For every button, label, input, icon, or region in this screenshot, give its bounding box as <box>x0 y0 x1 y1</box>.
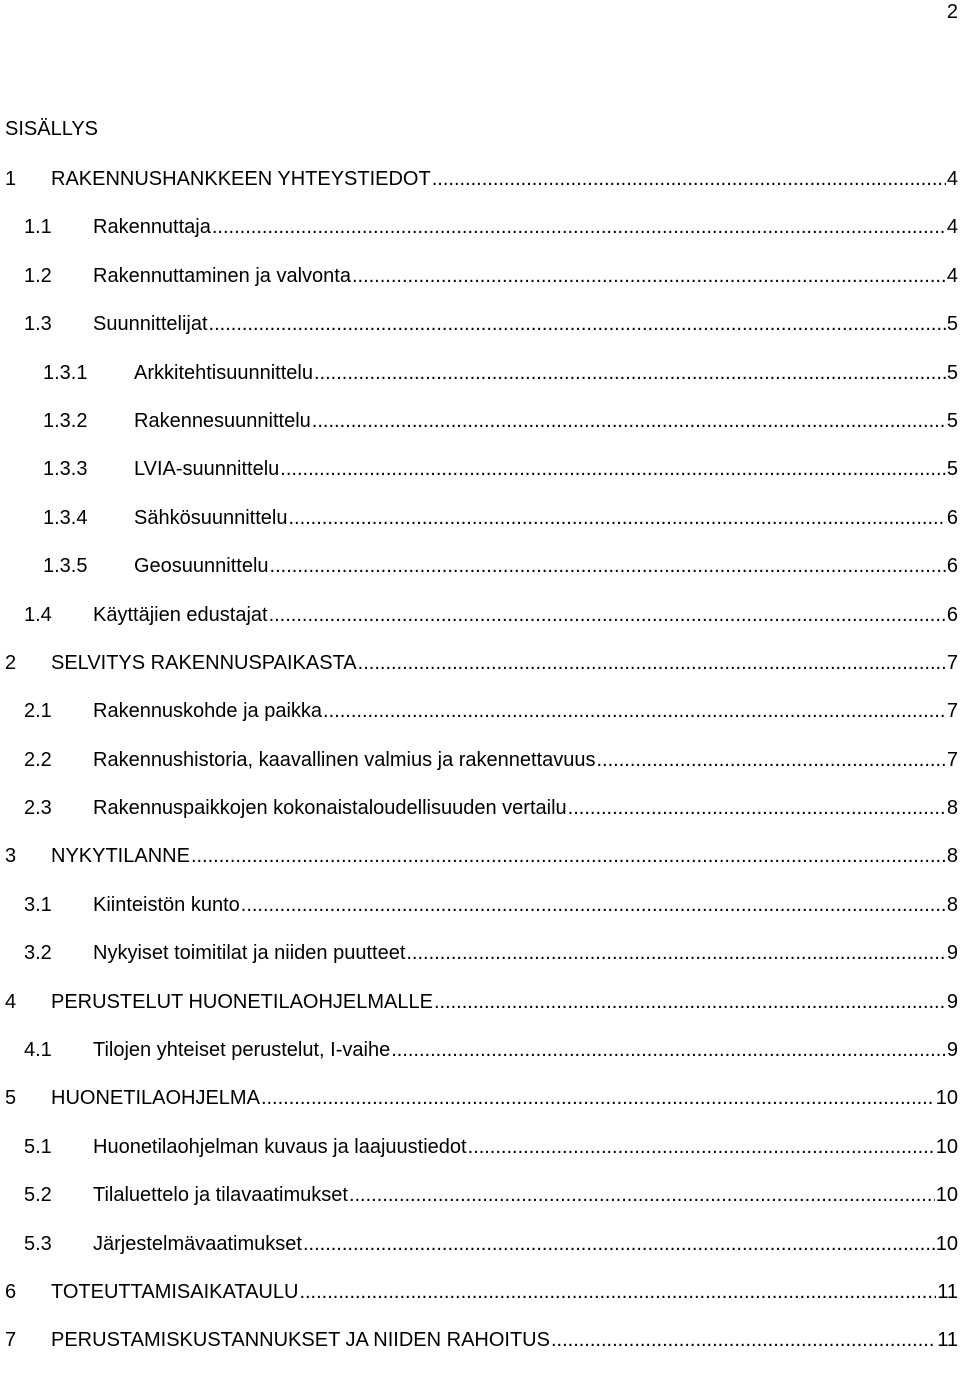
toc-entry-page[interactable]: 9 <box>946 990 958 1013</box>
toc-entry-page[interactable]: 5 <box>946 313 958 336</box>
toc-entry-page[interactable]: 8 <box>946 845 958 868</box>
toc-dot-leader <box>314 360 946 386</box>
toc-entry-number: 1 <box>5 168 17 190</box>
toc-dot-leader <box>191 843 946 869</box>
toc-entry-line[interactable] <box>24 698 958 724</box>
toc-entry-number: 5.2 <box>24 1184 52 1207</box>
toc-entry-line[interactable] <box>24 311 958 337</box>
toc-entry[interactable] <box>0 456 960 504</box>
toc-entry[interactable] <box>0 989 960 1037</box>
toc-entry-line[interactable] <box>24 892 958 918</box>
toc-entry-number: 4.1 <box>24 1039 52 1062</box>
toc-entry-number: 1.3.5 <box>43 555 88 578</box>
toc-dot-leader <box>349 1182 935 1208</box>
toc-entry-title[interactable]: Suunnittelijat <box>93 313 208 336</box>
toc-entry-page[interactable]: 5 <box>946 409 958 432</box>
toc-dot-leader <box>432 166 946 192</box>
toc-entry-page[interactable]: 10 <box>935 1135 958 1158</box>
toc-entry-number: 6 <box>5 1280 17 1303</box>
toc-entry-line[interactable] <box>5 1279 958 1305</box>
toc-entry-title[interactable]: Rakennesuunnittelu <box>134 409 311 432</box>
toc-entry-title[interactable]: RAKENNUSHANKKEEN YHTEYSTIEDOT <box>51 168 431 190</box>
toc-dot-leader <box>358 650 946 676</box>
toc-entry-title[interactable]: Rakennuttaminen ja valvonta <box>93 264 351 287</box>
toc-entry-page[interactable]: 5 <box>946 361 958 384</box>
toc-entry-number: 2.2 <box>24 748 52 771</box>
toc-entry[interactable] <box>0 795 960 843</box>
toc-entry-number: 4 <box>5 990 17 1013</box>
toc-entry-number: 1.3.4 <box>43 506 88 529</box>
toc-entry-title[interactable]: Arkkitehtisuunnittelu <box>134 361 313 384</box>
toc-entry-title[interactable]: Tilaluettelo ja tilavaatimukset <box>93 1184 348 1207</box>
toc-entry-number: 7 <box>5 1329 17 1352</box>
toc-entry-line[interactable] <box>24 1182 958 1208</box>
toc-entry-line[interactable] <box>5 843 958 869</box>
toc-entry-page[interactable]: 11 <box>937 1280 958 1303</box>
toc-dot-leader <box>299 1279 936 1305</box>
toc-entry-title[interactable]: Geosuunnittelu <box>134 555 269 578</box>
toc-entry-title[interactable]: Rakennuspaikkojen kokonaistaloudellisuuden vertailu <box>93 797 567 820</box>
toc-entry-number: 1.3.2 <box>43 409 88 432</box>
toc-entry-line[interactable] <box>5 1327 958 1353</box>
toc-entry-title[interactable]: Rakennushistoria, kaavallinen valmius ja rakennettavuus <box>93 748 596 771</box>
toc-entry[interactable] <box>0 505 960 553</box>
toc-entry-page[interactable]: 8 <box>946 893 958 916</box>
toc-entry-page[interactable]: 7 <box>946 748 958 771</box>
toc-entry-line[interactable] <box>43 408 958 434</box>
toc-entry-line[interactable] <box>43 553 958 579</box>
toc-entry[interactable] <box>0 360 960 408</box>
toc-entry-line[interactable] <box>5 650 958 676</box>
toc-entry-line[interactable] <box>24 940 958 966</box>
toc-entry[interactable] <box>0 1134 960 1182</box>
toc-entry-line[interactable] <box>43 360 958 386</box>
toc-entry-page[interactable]: 6 <box>946 555 958 578</box>
toc-entry-line[interactable] <box>24 1037 958 1063</box>
toc-entry[interactable] <box>0 311 960 359</box>
toc-entry-number: 1.3.3 <box>43 458 88 481</box>
toc-entry-title[interactable]: TOTEUTTAMISAIKATAULU <box>51 1280 299 1303</box>
toc-entry[interactable] <box>0 650 960 698</box>
toc-entry-title[interactable]: Huonetilaohjelman kuvaus ja laajuustiedot <box>93 1135 467 1158</box>
toc-title: SISÄLLYS <box>5 118 99 140</box>
toc-entry[interactable] <box>0 1279 960 1327</box>
toc-entry-page[interactable]: 9 <box>946 1039 958 1062</box>
toc-entry-title[interactable]: HUONETILAOHJELMA <box>51 1087 260 1110</box>
toc-entry[interactable] <box>0 408 960 456</box>
toc-dot-leader <box>241 892 946 918</box>
toc-dot-leader <box>391 1037 946 1063</box>
toc-entry-line[interactable] <box>24 214 958 240</box>
toc-entry[interactable] <box>0 1037 960 1085</box>
toc-entry-number: 1.3 <box>24 313 52 336</box>
toc-entry-number: 1.3.1 <box>43 361 88 384</box>
toc-entry-title[interactable]: PERUSTAMISKUSTANNUKSET JA NIIDEN RAHOITUS <box>51 1329 550 1352</box>
toc-entry[interactable] <box>0 214 960 262</box>
toc-entry[interactable] <box>0 1231 960 1279</box>
toc-entry-line[interactable] <box>24 747 958 773</box>
toc-entry[interactable] <box>0 166 960 214</box>
toc-dot-leader <box>468 1134 935 1160</box>
toc-dot-leader <box>269 602 946 628</box>
toc-dot-leader <box>597 747 946 773</box>
toc-entry-title[interactable]: Käyttäjien edustajat <box>93 603 268 626</box>
toc-entry-page[interactable]: 7 <box>946 651 958 674</box>
toc-entry-number: 1.2 <box>24 264 52 287</box>
toc-entry-line[interactable] <box>43 505 958 531</box>
toc-dot-leader <box>261 1085 935 1111</box>
toc-entry-page[interactable]: 6 <box>946 506 958 529</box>
toc-entry-title[interactable]: Järjestelmävaatimukset <box>93 1232 302 1255</box>
toc-entry-title[interactable]: Nykyiset toimitilat ja niiden puutteet <box>93 942 406 965</box>
toc-entry-title[interactable]: PERUSTELUT HUONETILAOHJELMALLE <box>51 990 433 1013</box>
toc-dot-leader <box>209 311 946 337</box>
toc-entry[interactable] <box>0 940 960 988</box>
toc-dot-leader <box>406 940 946 966</box>
toc-entry-title[interactable]: SELVITYS RAKENNUSPAIKASTA <box>51 651 357 674</box>
toc-entry-page[interactable]: 7 <box>946 700 958 723</box>
toc-dot-leader <box>288 505 945 531</box>
toc-entry-line[interactable] <box>24 1231 958 1257</box>
toc-dot-leader <box>270 553 946 579</box>
toc-entry-page[interactable]: 10 <box>935 1232 958 1255</box>
toc-entry-number: 1.1 <box>24 216 52 239</box>
toc-entry-page[interactable]: 9 <box>946 942 958 965</box>
toc-entry-line[interactable] <box>24 602 958 628</box>
toc-entry-page[interactable]: 4 <box>946 264 958 287</box>
toc-entry-number: 5.1 <box>24 1135 52 1158</box>
toc-entry-number: 3.2 <box>24 942 52 965</box>
toc-entry-title[interactable]: NYKYTILANNE <box>51 845 190 868</box>
toc-dot-leader <box>212 214 946 240</box>
toc-entry-title[interactable]: Kiinteistön kunto <box>93 893 240 916</box>
toc-entry-page[interactable]: 8 <box>946 797 958 820</box>
toc-entry-title[interactable]: Rakennuttaja <box>93 216 211 239</box>
toc-dot-leader <box>568 795 946 821</box>
toc-dot-leader <box>551 1327 936 1353</box>
toc-dot-leader <box>323 698 946 724</box>
toc-entry[interactable] <box>0 698 960 746</box>
toc-entry-number: 2.1 <box>24 700 52 723</box>
toc-entry[interactable] <box>0 843 960 891</box>
toc-entry-line[interactable] <box>5 1085 958 1111</box>
toc-entry-page[interactable]: 5 <box>946 458 958 481</box>
toc-entry-page[interactable]: 6 <box>946 603 958 626</box>
toc-dot-leader <box>280 456 946 482</box>
toc-entry[interactable] <box>0 553 960 601</box>
page-number: 2 <box>946 1 958 23</box>
table-of-contents <box>0 166 960 1376</box>
toc-entry-number: 2 <box>5 651 17 674</box>
toc-entry[interactable] <box>0 1327 960 1375</box>
toc-entry-title[interactable]: LVIA-suunnittelu <box>134 458 280 481</box>
toc-entry-title[interactable]: Tilojen yhteiset perustelut, I-vaihe <box>93 1039 391 1062</box>
toc-entry[interactable] <box>0 892 960 940</box>
toc-entry-page[interactable]: 4 <box>946 216 958 239</box>
toc-dot-leader <box>312 408 946 434</box>
toc-entry-number: 1.4 <box>24 603 52 626</box>
toc-entry[interactable] <box>0 263 960 311</box>
toc-entry-number: 3 <box>5 845 17 868</box>
toc-entry-title[interactable]: Sähkösuunnittelu <box>134 506 288 529</box>
toc-entry-number: 5 <box>5 1087 17 1110</box>
toc-entry[interactable] <box>0 1085 960 1133</box>
toc-entry-page[interactable]: 4 <box>946 168 958 190</box>
toc-entry-number: 5.3 <box>24 1232 52 1255</box>
toc-entry-title[interactable]: Rakennuskohde ja paikka <box>93 700 323 723</box>
toc-entry-line[interactable] <box>5 989 958 1015</box>
toc-dot-leader <box>434 989 946 1015</box>
toc-entry-line[interactable] <box>24 263 958 289</box>
toc-entry-number: 2.3 <box>24 797 52 820</box>
toc-entry[interactable] <box>0 1182 960 1230</box>
toc-entry-line[interactable] <box>24 795 958 821</box>
toc-entry-page[interactable]: 10 <box>935 1184 958 1207</box>
toc-entry[interactable] <box>0 602 960 650</box>
toc-entry-line[interactable] <box>24 1134 958 1160</box>
toc-dot-leader <box>352 263 946 289</box>
toc-entry-number: 3.1 <box>24 893 52 916</box>
toc-entry-line[interactable] <box>43 456 958 482</box>
toc-entry[interactable] <box>0 747 960 795</box>
toc-dot-leader <box>303 1231 935 1257</box>
toc-entry-page[interactable]: 10 <box>935 1087 958 1110</box>
toc-entry-line[interactable] <box>5 166 958 192</box>
toc-entry-page[interactable]: 11 <box>937 1329 958 1352</box>
